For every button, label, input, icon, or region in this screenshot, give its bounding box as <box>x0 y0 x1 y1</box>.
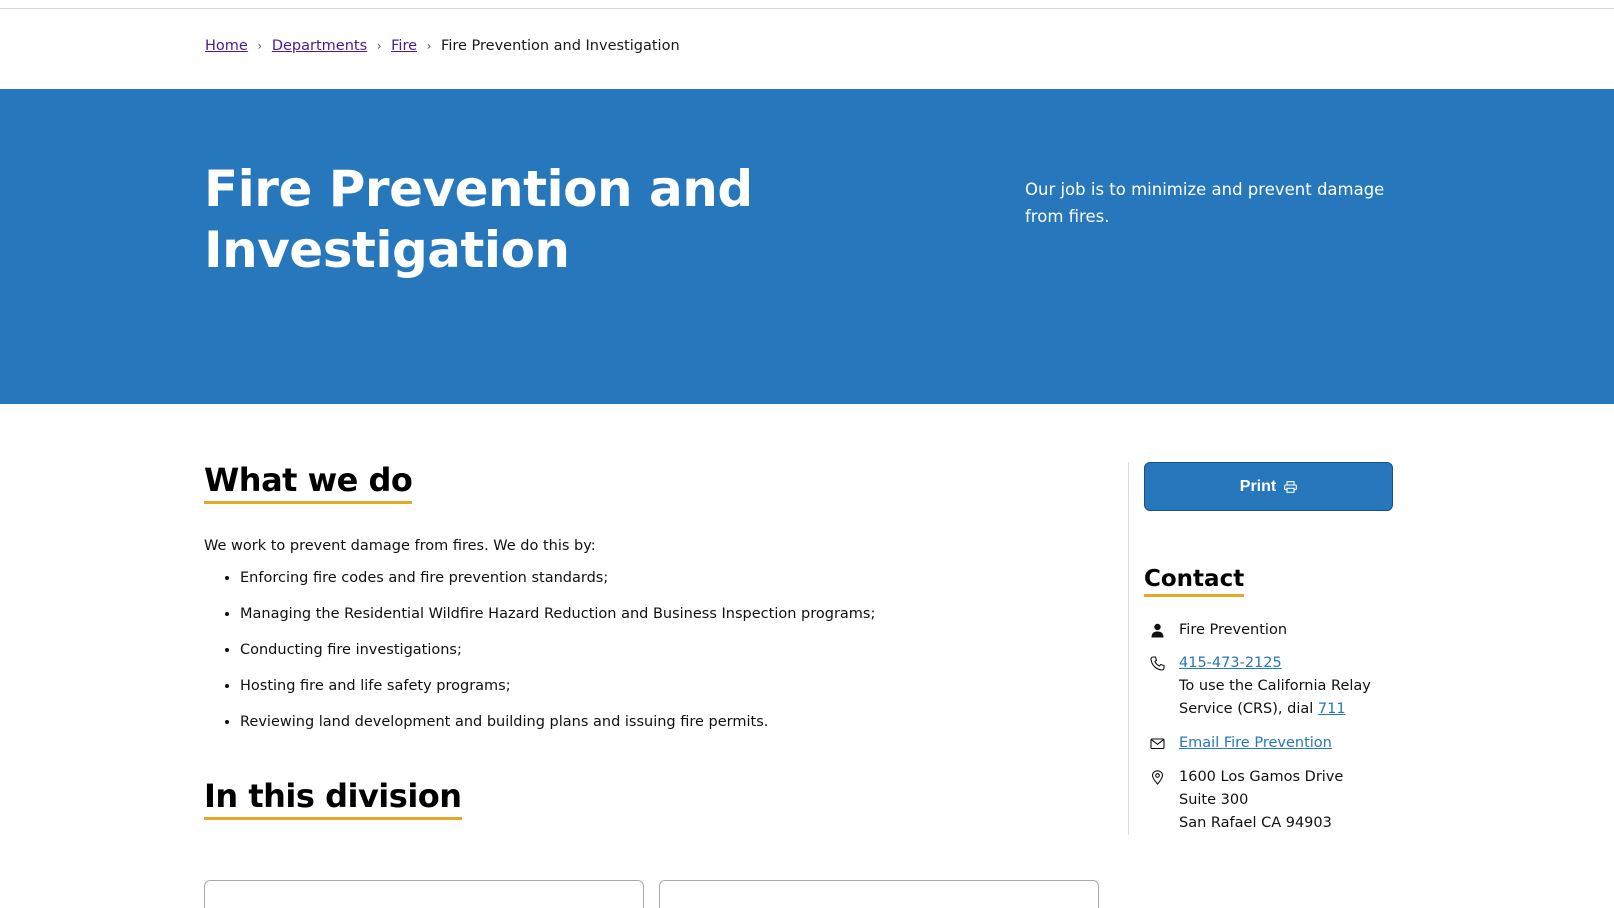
phone-icon <box>1150 656 1165 671</box>
contact-email-row <box>1144 732 1394 755</box>
breadcrumb-departments-link[interactable]: Departments <box>271 38 368 54</box>
list-item: • Hosting fire and life safety programs; <box>240 676 1104 696</box>
breadcrumb-current: Fire Prevention and Investigation <box>441 38 680 54</box>
chevron-right-icon: › <box>376 39 382 53</box>
page-title: Fire Prevention and Investigation <box>204 160 753 279</box>
email-link[interactable]: Email Fire Prevention <box>1179 735 1332 751</box>
breadcrumb-fire-link[interactable]: Fire <box>391 38 418 54</box>
top-border <box>0 0 1614 9</box>
contact-heading: Contact <box>1144 565 1244 597</box>
address-line-2: Suite 300 <box>1179 792 1249 808</box>
what-we-do-heading: What we do <box>204 460 412 504</box>
person-icon <box>1150 623 1165 638</box>
what-we-do-list <box>204 568 1104 732</box>
sidebar-divider <box>1128 462 1129 835</box>
contact-name-row <box>1144 619 1394 642</box>
division-heading: In this division <box>204 776 462 820</box>
division-card[interactable] <box>659 880 1099 908</box>
division-cards <box>204 880 1100 908</box>
address-line-3: San Rafael CA 94903 <box>1179 815 1332 831</box>
what-we-do-intro: We work to prevent damage from fires. We do this by: <box>204 538 596 554</box>
hero-description: Our job is to minimize and prevent damage from fires. <box>1025 180 1385 226</box>
breadcrumb-home-link[interactable]: Home <box>205 38 248 54</box>
address-line-1: 1600 Los Gamos Drive <box>1179 769 1344 785</box>
relay-number-link[interactable]: 711 <box>1317 701 1346 717</box>
phone-link[interactable]: 415-473-2125 <box>1179 655 1282 671</box>
chevron-right-icon: › <box>426 39 432 53</box>
contact-address-row <box>1144 766 1394 835</box>
chevron-right-icon: › <box>257 39 263 53</box>
relay-text: To use the California Relay Service (CRS), dial <box>1179 678 1371 717</box>
print-icon <box>1284 481 1297 493</box>
sidebar <box>1144 462 1394 835</box>
contact-phone-row <box>1144 652 1394 721</box>
list-item: • Managing the Residential Wildfire Hazard Reduction and Business Inspection programs; <box>240 604 1104 624</box>
list-item: • Enforcing fire codes and fire prevention standards; <box>240 568 1104 588</box>
division-card[interactable] <box>204 880 644 908</box>
contact-name: Fire Prevention <box>1179 622 1288 638</box>
hero-banner <box>0 89 1614 404</box>
list-item: • Conducting fire investigations; <box>240 640 1104 660</box>
main-content <box>204 460 1104 820</box>
mail-icon <box>1150 736 1165 751</box>
print-button-label: Print <box>1239 477 1277 495</box>
breadcrumb <box>205 38 680 54</box>
print-button[interactable] <box>1144 462 1393 511</box>
list-item: • Reviewing land development and building plans and issuing fire permits. <box>240 712 1104 732</box>
map-pin-icon <box>1150 770 1165 785</box>
